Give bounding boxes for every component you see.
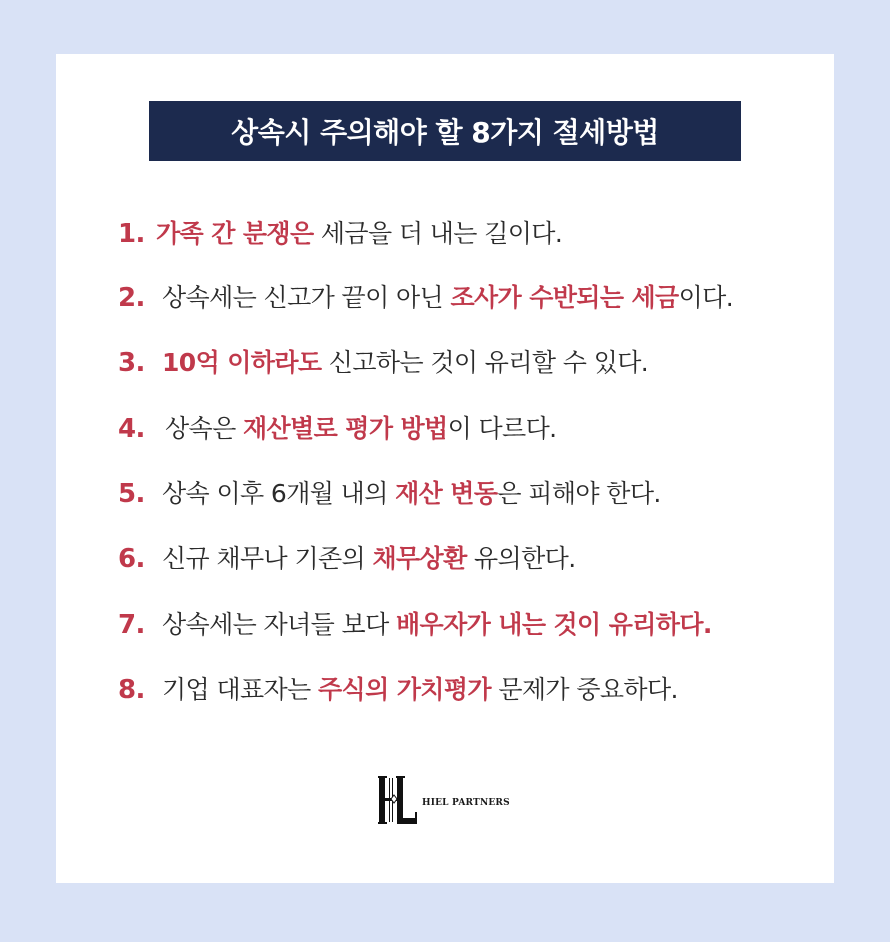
highlighted-text: 재산별로 평가 방법 <box>243 414 448 443</box>
company-logo <box>378 776 510 824</box>
body-text: 세금을 더 내는 길이다. <box>313 219 563 248</box>
list-item <box>118 608 712 642</box>
item-number: 2. <box>118 283 145 313</box>
item-number: 7. <box>118 610 145 640</box>
list-item <box>118 412 557 446</box>
hiel-monogram-icon <box>378 776 418 824</box>
body-text: 문제가 중요하다. <box>490 675 678 704</box>
item-text <box>162 479 661 508</box>
highlighted-text: 재산 변동 <box>395 479 498 508</box>
body-text: 이 다르다. <box>447 414 557 443</box>
content-card <box>56 54 834 883</box>
highlighted-text: 배우자가 내는 것이 유리하다. <box>396 610 712 639</box>
highlighted-text: 10억 이하라도 <box>162 348 322 377</box>
highlighted-text: 가족 간 분쟁은 <box>156 219 314 248</box>
highlighted-text: 주식의 가치평가 <box>318 675 491 704</box>
list-item <box>118 542 576 576</box>
list-item <box>118 217 562 251</box>
item-number: 6. <box>118 544 145 574</box>
list-item <box>118 281 733 315</box>
body-text: 신규 채무나 기존의 <box>162 544 373 573</box>
highlighted-text: 조사가 수반되는 세금 <box>450 283 679 312</box>
item-number: 4. <box>118 414 145 444</box>
item-text <box>162 610 712 639</box>
list-item <box>118 477 661 511</box>
page-title: 상속시 주의해야 할 8가지 절세방법 <box>149 101 741 161</box>
item-text <box>162 348 648 377</box>
item-text <box>165 414 557 443</box>
highlighted-text: 채무상환 <box>372 544 467 573</box>
item-text <box>156 219 562 248</box>
body-text: 기업 대표자는 <box>162 675 318 704</box>
item-number: 1. <box>118 219 145 249</box>
logo-text: HIEL PARTNERS <box>422 798 510 808</box>
list-item <box>118 673 678 707</box>
item-text <box>162 283 733 312</box>
body-text: 유의한다. <box>466 544 576 573</box>
item-number: 5. <box>118 479 145 509</box>
item-number: 8. <box>118 675 145 705</box>
list-item <box>118 346 648 380</box>
item-text <box>162 544 576 573</box>
body-text: 상속은 <box>165 414 243 443</box>
body-text: 상속세는 신고가 끝이 아닌 <box>162 283 451 312</box>
body-text: 상속 이후 6개월 내의 <box>162 479 396 508</box>
body-text: 은 피해야 한다. <box>497 479 661 508</box>
body-text: 이다. <box>678 283 734 312</box>
item-text <box>162 675 678 704</box>
body-text: 신고하는 것이 유리할 수 있다. <box>321 348 649 377</box>
item-number: 3. <box>118 348 145 378</box>
body-text: 상속세는 자녀들 보다 <box>162 610 396 639</box>
